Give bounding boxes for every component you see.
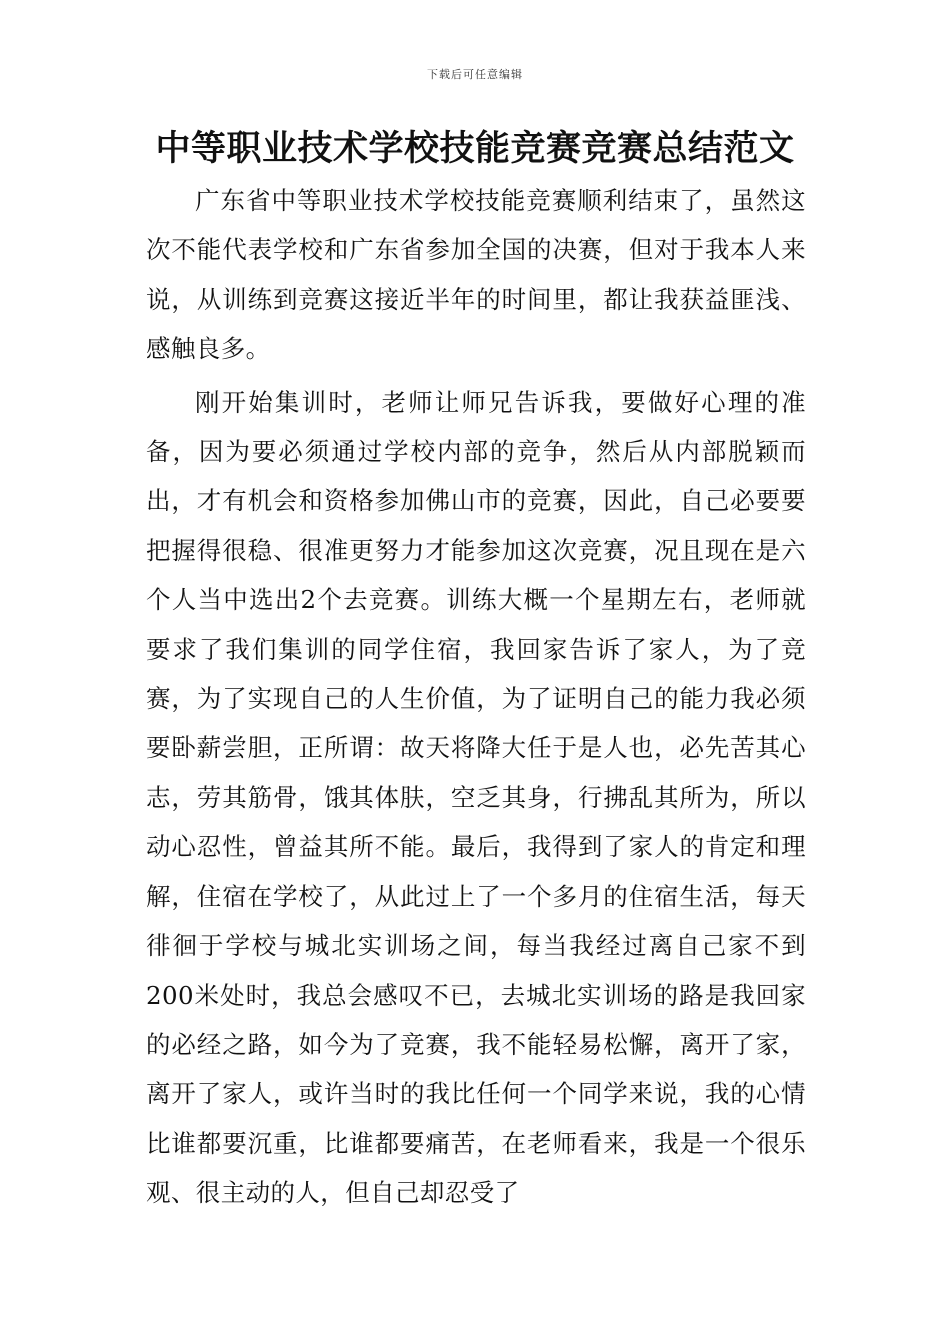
paragraph-2: 刚开始集训时，老师让师兄告诉我，要做好心理的准备，因为要必须通过学校内部的竞争，然后从内部脱颖而出，才有机会和资格参加佛山市的竞赛，因此，自己必要要把握得很稳、很准更努力才能参加这次竞赛，况且现在是六个人当中选出2个去竞赛。训练大概一个星期左右，老师就要求了我们集训的同学住宿，我回家告诉了家人，为了竞赛，为了实现自己的人生价值，为了证明自己的能力我必须要卧薪尝胆，正所谓：故天将降大任于是人也，必先苦其心志，劳其筋骨，饿其体肤，空乏其身，行拂乱其所为，所以动心忍性，曾益其所不能。最后，我得到了家人的肯定和理解，住宿在学校了，从此过上了一个多月的住宿生活，每天徘徊于学校与城北实训场之间，每当我经过离自己家不到200米处时，我总会感叹不已，去城北实训场的路是我回家的必经之路，如今为了竞赛，我不能轻易松懈，离开了家，离开了家人，或许当时的我比任何一个同学来说，我的心情比谁都要沉重，比谁都要痛苦，在老师看来，我是一个很乐观、很主动的人，但自己却忍受了 [146, 387, 806, 1208]
document-body [146, 176, 806, 1222]
paragraph-1: 广东省中等职业技术学校技能竞赛顺利结束了，虽然这次不能代表学校和广东省参加全国的决赛，但对于我本人来说，从训练到竞赛这接近半年的时间里，都让我获益匪浅、感触良多。 [146, 186, 806, 364]
document-title: 中等职业技术学校技能竞赛竞赛总结范文 [155, 128, 795, 169]
page-header-note: 下载后可任意编辑 [427, 68, 523, 81]
